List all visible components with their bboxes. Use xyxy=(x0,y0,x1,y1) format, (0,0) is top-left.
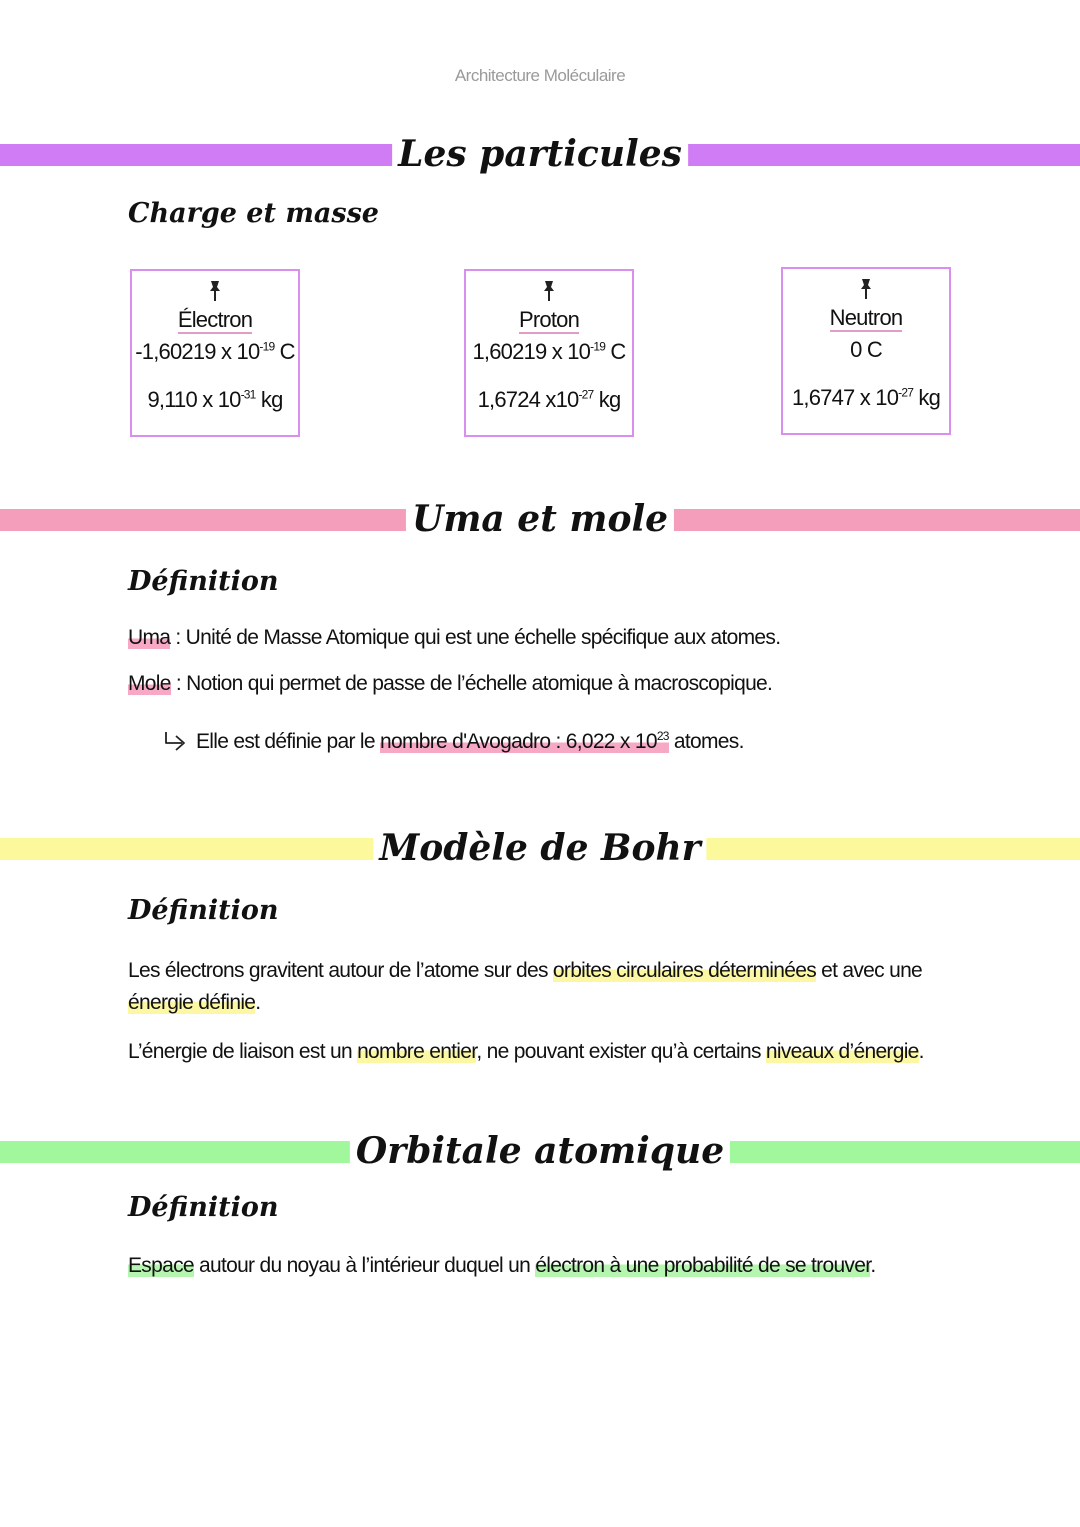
particle-card-neutron xyxy=(781,267,951,435)
pushpin-icon xyxy=(539,279,559,303)
section-header-orbitale xyxy=(0,1113,1080,1193)
mole-term: Mole xyxy=(128,672,171,695)
section-title-orbitale: Orbitale atomique xyxy=(350,1113,730,1189)
section-title-bohr: Modèle de Bohr xyxy=(373,810,706,886)
section-header-uma xyxy=(0,481,1080,561)
section-title-uma: Uma et mole xyxy=(406,481,674,557)
highlight-energie-definie: énergie définie xyxy=(128,991,256,1014)
particle-name: Électron xyxy=(177,307,253,332)
mole-definition: Mole : Notion qui permet de passe de l’échelle atomique à macroscopique. xyxy=(128,672,773,695)
particle-card-electron xyxy=(130,269,300,437)
particle-mass: 1,6724 $x10^{-27}$ kg xyxy=(477,387,621,412)
highlight-orbites: orbites circulaires déterminées xyxy=(552,959,817,982)
document-title: Architecture Moléculaire xyxy=(454,66,626,85)
pushpin-icon xyxy=(205,279,225,303)
highlight-niveaux: niveaux d’énergie xyxy=(765,1040,919,1063)
particle-name: Neutron xyxy=(829,305,903,330)
bohr-paragraph-2: L’énergie de liaison est un nombre entier, ne pouvant exister qu’à certains niveaux d’énergie. xyxy=(128,1040,924,1063)
orbitale-definition: Espace autour du noyau à l’intérieur duquel un électron à une probabilité de se trouver. xyxy=(128,1254,876,1277)
arrow-right-icon xyxy=(162,729,190,755)
particle-mass: 1,6747 x $10^{-27}$ kg xyxy=(791,385,941,410)
highlight-nombre-entier: nombre entier xyxy=(357,1040,477,1063)
particle-charge: 1,60219 x $10^{-19}$ C xyxy=(472,339,626,364)
section-header-bohr xyxy=(0,810,1080,890)
avogadro-number: nombre d'Avogadro : 6,022 x $10^{23}$ xyxy=(379,729,669,753)
particle-card-proton xyxy=(464,269,634,437)
uma-definition: Uma : Unité de Masse Atomique qui est une échelle spécifique aux atomes. xyxy=(128,626,781,649)
section-title-particules: Les particules xyxy=(392,116,688,192)
highlight-espace: Espace xyxy=(128,1254,194,1277)
particle-name: Proton xyxy=(518,307,580,332)
uma-term: Uma xyxy=(128,626,171,649)
particle-mass: 9,110 x $10^{-31}$ kg xyxy=(147,387,283,412)
pushpin-icon xyxy=(856,277,876,301)
avogadro-line: Elle est définie par le nombre d'Avogadro : 6,022 x $10^{23}$ atomes. xyxy=(162,720,992,758)
subtitle-definition-bohr: Définition xyxy=(128,895,279,926)
highlight-electron-probabilite: électron à une probabilité de se trouver xyxy=(535,1254,871,1277)
particle-charge: -1,60219 x $10^{-19}$ C xyxy=(135,339,295,364)
subtitle-definition-orbitale: Définition xyxy=(128,1192,279,1223)
particle-charge: 0 C xyxy=(850,337,882,362)
section-header-particules xyxy=(0,116,1080,196)
bohr-paragraph-1: Les électrons gravitent autour de l’atome sur des orbites circulaires déterminées et avec une énergie définie. xyxy=(128,959,923,1014)
subtitle-charge-masse: Charge et masse xyxy=(128,198,379,229)
subtitle-definition-uma: Définition xyxy=(128,566,279,597)
